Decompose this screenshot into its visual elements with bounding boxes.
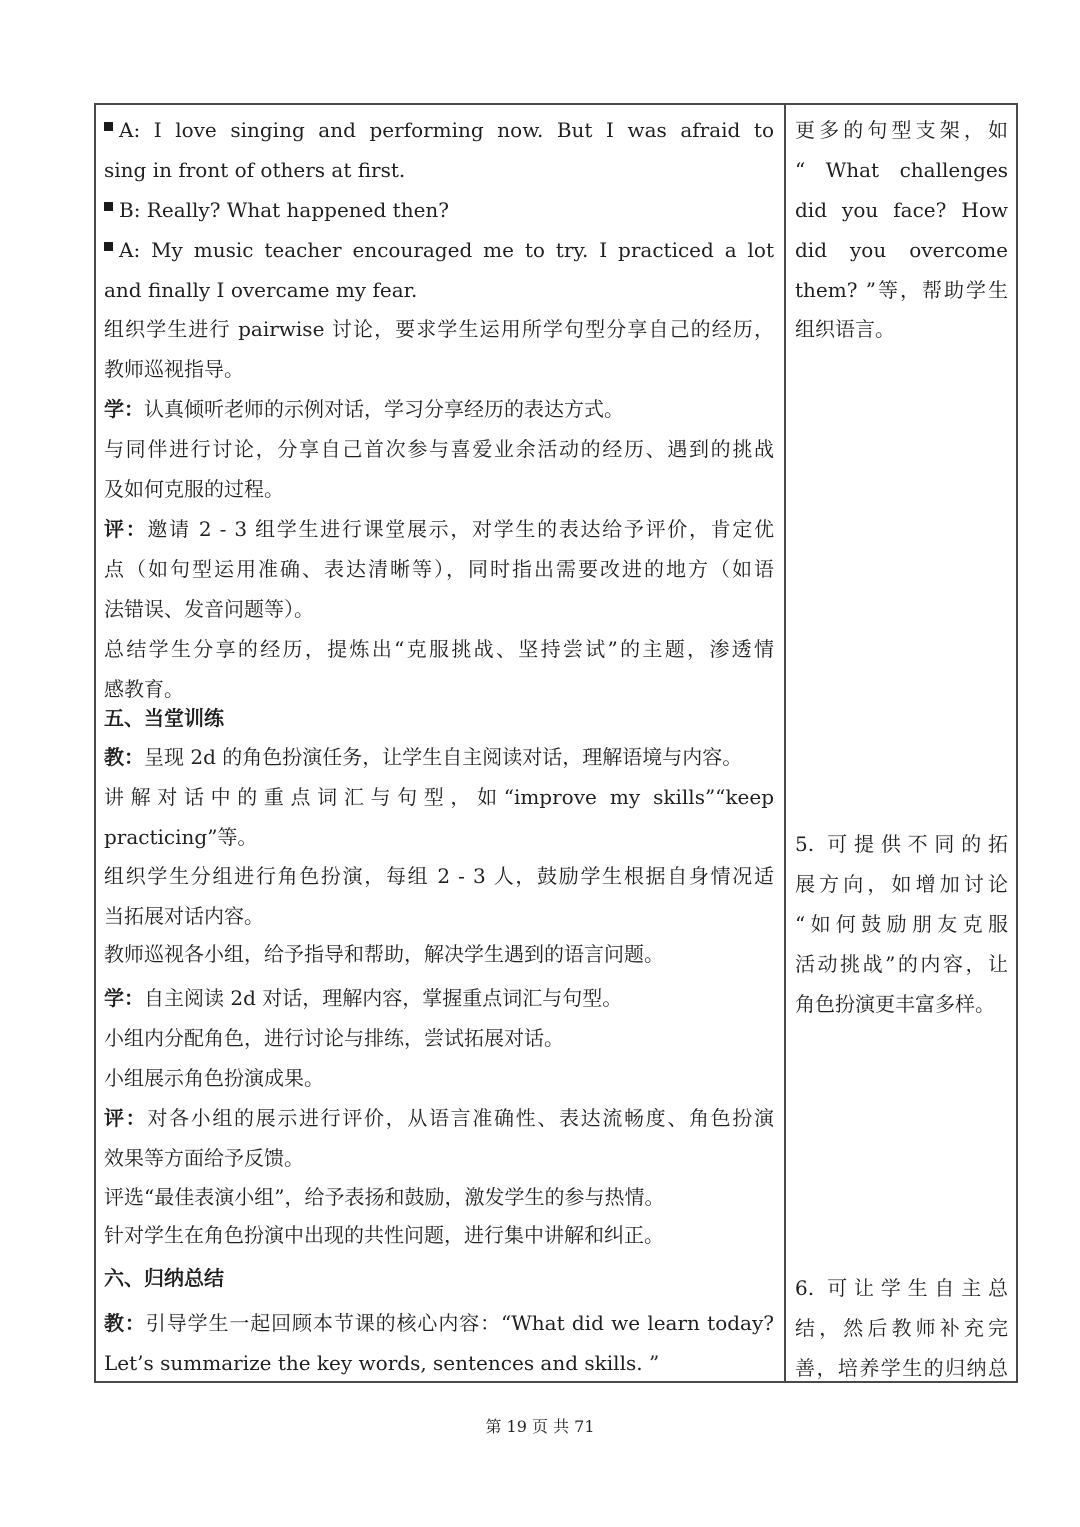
intent-line — [795, 911, 1008, 937]
line-text: 效果等方面给予反馈。 — [104, 1146, 304, 1170]
process-line — [104, 676, 184, 702]
process-line — [104, 1350, 659, 1376]
line-text: 更多的句型支架，如 — [795, 118, 1008, 142]
line-text: 法错误、发音问题等）。 — [104, 597, 314, 621]
process-line — [104, 1065, 324, 1091]
process-line — [104, 824, 257, 850]
intent-line — [795, 277, 1008, 303]
line-text: 善，培养学生的归纳总 — [795, 1356, 1008, 1380]
process-line — [104, 863, 774, 889]
line-text: 5. 可提供不同的拓 — [795, 832, 1008, 856]
line-text: 当拓展对话内容。 — [104, 904, 264, 928]
line-text: and finally I overcame my fear. — [104, 278, 418, 302]
line-text: A: My music teacher encouraged me to try. I practiced a lot — [119, 238, 774, 262]
role-prefix: 学： — [104, 397, 144, 421]
line-text: them? ”等，帮助学生 — [795, 278, 1008, 302]
line-text: “ What challenges — [795, 158, 1008, 182]
intent-line — [795, 991, 995, 1017]
process-line — [104, 1184, 664, 1210]
process-line — [104, 197, 449, 223]
line-text: “如何鼓励朋友克服 — [795, 912, 1008, 936]
line-text: 结，然后教师补充完 — [795, 1316, 1008, 1340]
line-text: 小组内分配角色，进行讨论与排练，尝试拓展对话。 — [104, 1026, 564, 1050]
line-text: 评选“最佳表演小组”，给予表扬和鼓励，激发学生的参与热情。 — [104, 1185, 665, 1209]
process-line — [104, 157, 405, 183]
line-text: did you overcome — [795, 238, 1008, 262]
intent-line — [795, 237, 1008, 263]
square-bullet-icon — [104, 202, 113, 211]
process-line — [104, 744, 742, 770]
square-bullet-icon — [104, 242, 113, 251]
process-line — [104, 1145, 304, 1171]
line-text: 及如何克服的过程。 — [104, 477, 284, 501]
intent-line — [795, 197, 1008, 223]
line-text: Let’s summarize the key words, sentences and skills. ” — [104, 1351, 660, 1375]
line-text: 讲解对话中的重点词汇与句型，如“improve my skills”“keep — [104, 785, 774, 809]
process-line — [104, 556, 774, 582]
line-text: 邀请 2 - 3 组学生进行课堂展示，对学生的表达给予评价，肯定优 — [147, 517, 775, 541]
line-text: 组织语言。 — [795, 317, 895, 341]
role-prefix: 教： — [104, 745, 144, 769]
line-text: 针对学生在角色扮演中出现的共性问题，进行集中讲解和纠正。 — [104, 1223, 664, 1247]
process-line — [104, 237, 774, 263]
intent-line — [795, 157, 1008, 183]
process-line — [104, 784, 774, 810]
line-text: 认真倾听老师的示例对话，学习分享经历的表达方式。 — [144, 397, 624, 421]
process-line — [104, 1265, 224, 1291]
line-text: 六、归纳总结 — [104, 1266, 224, 1290]
role-prefix: 评： — [104, 517, 148, 541]
process-line — [104, 117, 774, 143]
line-text: 组织学生分组进行角色扮演，每组 2 - 3 人，鼓励学生根据自身情况适 — [104, 864, 774, 888]
process-line — [104, 596, 314, 622]
role-prefix: 评： — [104, 1106, 148, 1130]
intent-line — [795, 117, 1008, 143]
line-text: sing in front of others at first. — [104, 158, 406, 182]
process-line — [104, 396, 624, 422]
process-line — [104, 1105, 774, 1131]
process-line — [104, 941, 664, 967]
line-text: 自主阅读 2d 对话，理解内容，掌握重点词汇与句型。 — [144, 986, 623, 1010]
process-line — [104, 636, 774, 662]
process-line — [104, 436, 774, 462]
intent-line — [795, 1315, 1008, 1341]
line-text: 感教育。 — [104, 677, 184, 701]
intent-line — [795, 316, 895, 342]
line-text: did you face? How — [795, 198, 1008, 222]
column-divider — [784, 103, 786, 1383]
page-number: 第 19 页 共 71 — [485, 1417, 595, 1436]
square-bullet-icon — [104, 122, 113, 131]
process-line — [104, 985, 622, 1011]
line-text: 角色扮演更丰富多样。 — [795, 992, 995, 1016]
process-line — [104, 1310, 774, 1336]
line-text: 点（如句型运用准确、表达清晰等），同时指出需要改进的地方（如语 — [104, 557, 774, 581]
process-line — [104, 1025, 564, 1051]
line-text: 与同伴进行讨论，分享自己首次参与喜爱业余活动的经历、遇到的挑战 — [104, 437, 774, 461]
intent-line — [795, 871, 1008, 897]
line-text: 五、当堂训练 — [104, 706, 224, 730]
process-line — [104, 1222, 664, 1248]
line-text: 小组展示角色扮演成果。 — [104, 1066, 324, 1090]
process-line — [104, 476, 284, 502]
intent-line — [795, 1275, 1008, 1301]
line-text: 教师巡视各小组，给予指导和帮助，解决学生遇到的语言问题。 — [104, 942, 664, 966]
line-text: A: I love singing and performing now. But I was afraid to — [119, 118, 774, 142]
role-prefix: 学： — [104, 986, 144, 1010]
line-text: 活动挑战”的内容，让 — [795, 952, 1008, 976]
line-text: 总结学生分享的经历，提炼出“克服挑战、坚持尝试”的主题，渗透情 — [104, 637, 774, 661]
line-text: 呈现 2d 的角色扮演任务，让学生自主阅读对话，理解语境与内容。 — [144, 745, 743, 769]
line-text: 对各小组的展示进行评价，从语言准确性、表达流畅度、角色扮演 — [147, 1106, 775, 1130]
process-line — [104, 903, 264, 929]
line-text: practicing”等。 — [104, 825, 258, 849]
intent-line — [795, 951, 1008, 977]
intent-line — [795, 1355, 1008, 1381]
process-line — [104, 516, 774, 542]
process-line — [104, 277, 417, 303]
line-text: 6. 可让学生自主总 — [795, 1276, 1008, 1300]
line-text: 引导学生一起回顾本节课的核心内容：“What did we learn today? — [145, 1311, 775, 1335]
process-line — [104, 705, 224, 731]
line-text: 组织学生进行 pairwise 讨论，要求学生运用所学句型分享自己的经历， — [104, 317, 774, 341]
line-text: 展方向，如增加讨论 — [795, 872, 1008, 896]
line-text: B: Really? What happened then? — [119, 198, 450, 222]
role-prefix: 教： — [104, 1311, 146, 1335]
process-line — [104, 316, 774, 342]
process-line — [104, 356, 244, 382]
line-text: 教师巡视指导。 — [104, 357, 244, 381]
intent-line — [795, 831, 1008, 857]
